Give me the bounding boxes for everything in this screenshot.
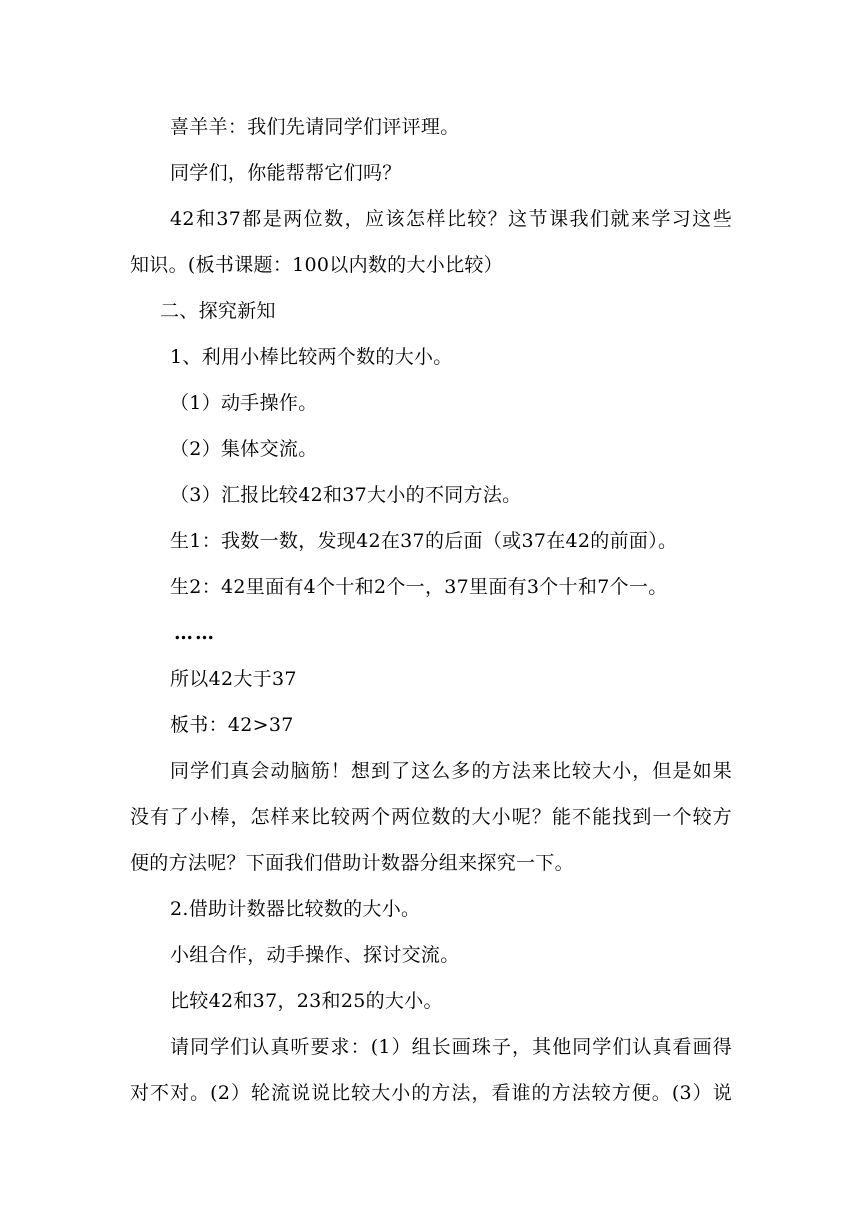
document-body bbox=[130, 104, 732, 1116]
paragraph-line: 板书：42>37 bbox=[170, 714, 294, 736]
paragraph-line: 对不对。(2）轮流说说比较大小的方法，看谁的方法较方便。(3）说 bbox=[130, 1082, 732, 1104]
paragraph-line: 42和37都是两位数，应该怎样比较？这节课我们就来学习这些 bbox=[170, 208, 732, 230]
subsection-heading: 1、利用小棒比较两个数的大小。 bbox=[170, 346, 453, 368]
paragraph-line: 喜羊羊：我们先请同学们评评理。 bbox=[170, 116, 460, 138]
section-heading: 二、探究新知 bbox=[160, 300, 276, 322]
ellipsis-line: …… bbox=[174, 622, 216, 644]
list-item: （3）汇报比较42和37大小的不同方法。 bbox=[170, 484, 522, 506]
paragraph-line: 比较42和37，23和25的大小。 bbox=[170, 990, 443, 1012]
paragraph-line: 生1：我数一数，发现42在37的后面（或37在42的前面）。 bbox=[170, 530, 678, 552]
list-item: （1）动手操作。 bbox=[170, 392, 318, 414]
paragraph-line: 同学们真会动脑筋！想到了这么多的方法来比较大小，但是如果 bbox=[170, 760, 732, 782]
paragraph-line: 所以42大于37 bbox=[170, 668, 297, 690]
subsection-heading: 2.借助计数器比较数的大小。 bbox=[170, 898, 421, 920]
paragraph-line: 便的方法呢？下面我们借助计数器分组来探究一下。 bbox=[130, 852, 574, 874]
paragraph-line: 生2：42里面有4个十和2个一，37里面有3个十和7个一。 bbox=[170, 576, 668, 598]
paragraph-line: 同学们，你能帮帮它们吗？ bbox=[170, 162, 402, 184]
paragraph-line: 知识。(板书课题：100以内数的大小比较） bbox=[130, 254, 503, 276]
paragraph-line: 小组合作，动手操作、探讨交流。 bbox=[170, 944, 460, 966]
paragraph-line: 没有了小棒，怎样来比较两个两位数的大小呢？能不能找到一个较方 bbox=[130, 806, 732, 828]
paragraph-line: 请同学们认真听要求：(1）组长画珠子，其他同学们认真看画得 bbox=[170, 1036, 732, 1058]
list-item: （2）集体交流。 bbox=[170, 438, 318, 460]
